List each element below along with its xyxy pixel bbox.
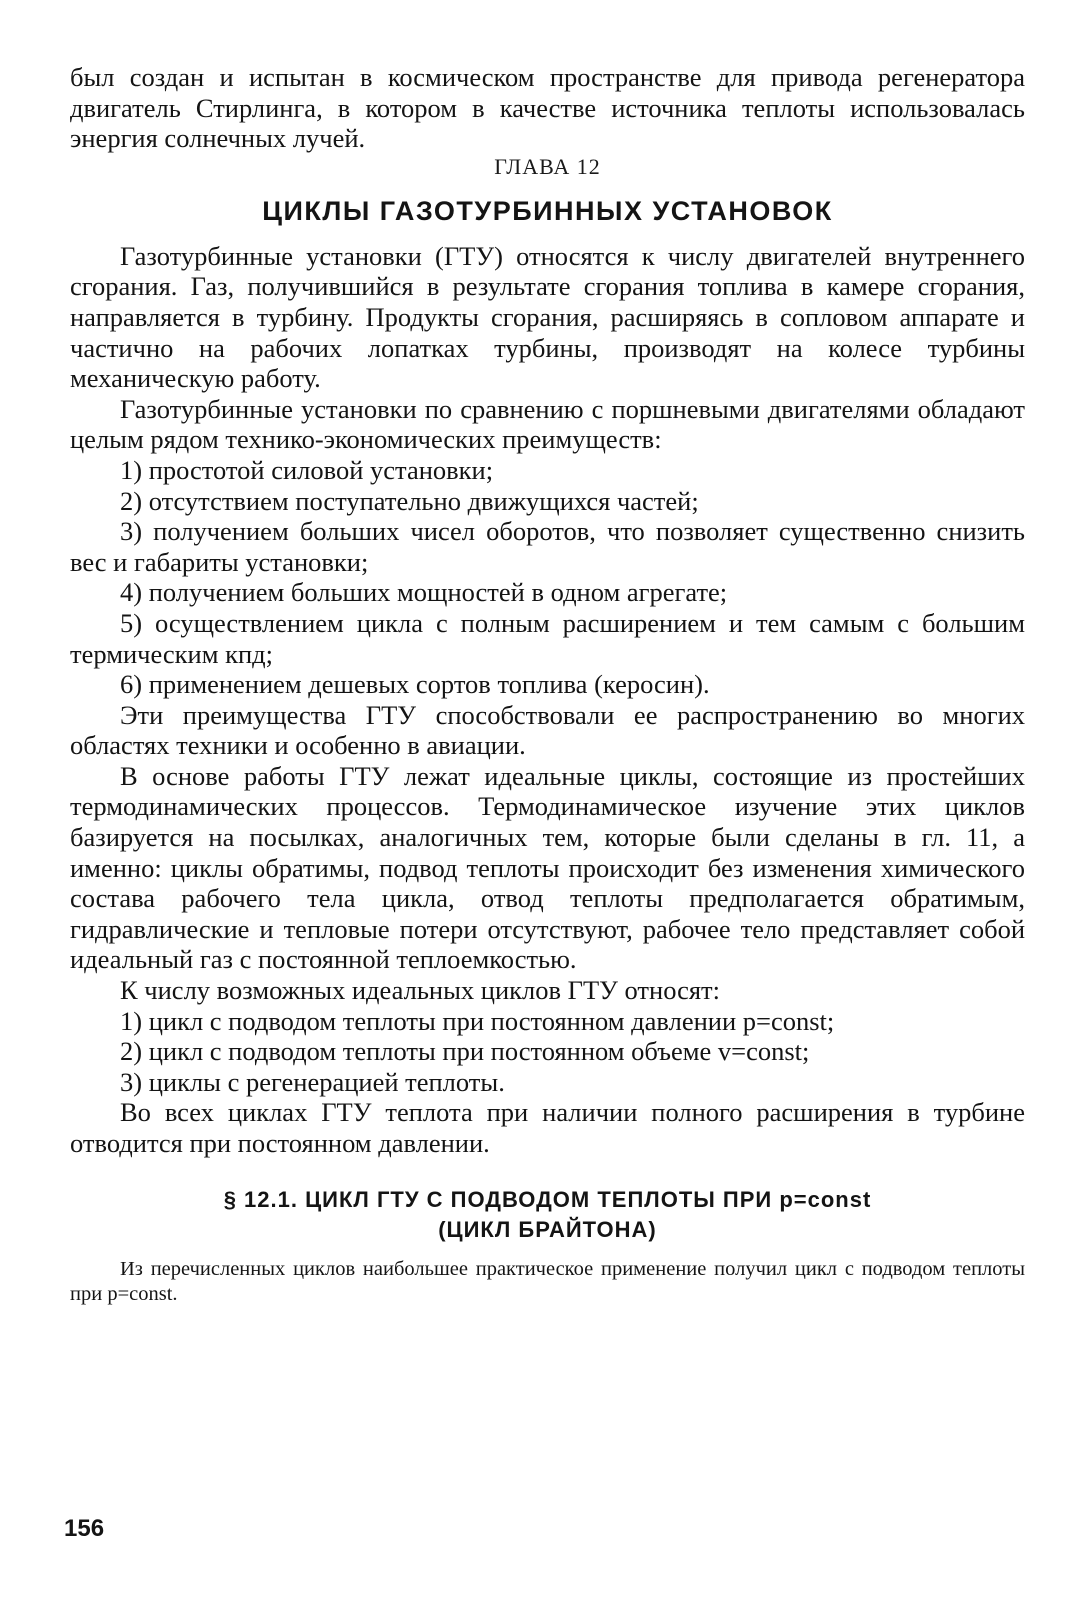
- intro-paragraph: был создан и испытан в космическом пространстве для привода регенератора двигатель Стирлинга, в котором в качестве источника теплоты использовалась энергия солнечных лучей.: [70, 62, 1025, 154]
- cycles-list: [70, 1006, 1025, 1098]
- advantages-list: [70, 455, 1025, 700]
- list-item: 4) получением больших мощностей в одном агрегате;: [120, 577, 728, 608]
- paragraph-cycle-types-intro: К числу возможных идеальных циклов ГТУ относят:: [120, 975, 721, 1006]
- paragraph-spread: Эти преимущества ГТУ способствовали ее распространению во многих областях техники и особенно в авиации.: [70, 699, 1025, 761]
- list-item: 6) применением дешевых сортов топлива (керосин).: [120, 669, 710, 700]
- section-paragraph: Из перечисленных циклов наибольшее практическое применение получил цикл с подводом теплоты при p=const.: [70, 1257, 1025, 1305]
- chapter-title: ЦИКЛЫ ГАЗОТУРБИННЫХ УСТАНОВОК: [262, 195, 833, 226]
- section-text-block: [70, 1257, 1025, 1307]
- section-title: [70, 1185, 1025, 1245]
- list-item: 2) цикл с подводом теплоты при постоянном объеме v=const;: [120, 1036, 810, 1067]
- paragraph-advantages-intro: Газотурбинные установки по сравнению с поршневыми двигателями обладают целым рядом технико-экономических преимуществ:: [70, 393, 1025, 455]
- section-title-line2: (ЦИКЛ БРАЙТОНА): [438, 1216, 657, 1242]
- list-item: 1) цикл с подводом теплоты при постоянном давлении p=const;: [120, 1005, 835, 1036]
- paragraph-ideal-cycles: В основе работы ГТУ лежат идеальные циклы, состоящие из простейших термодинамических процессов. Термодинамическое изучение этих циклов базируется на посылках, аналогичных тем, которые были сделаны в гл. 11, а именно: циклы обратимы, подвод теплоты происходит без изменения химического состава рабочего тела цикла, отвод теплоты предполагается обратимым, гидравлические и тепловые потери отсутствуют, рабочее тело представляет собой идеальный газ с постоянной теплоемкостью.: [70, 760, 1025, 975]
- list-item: 5) осуществлением цикла с полным расширением и тем самым с большим термическим кпд;: [70, 607, 1025, 669]
- paragraph-gtu-definition: Газотурбинные установки (ГТУ) относятся к числу двигателей внутреннего сгорания. Газ, получившийся в результате сгорания топлива в камере сгорания, направляется в турбину. Продукты сгорания, расширяясь в сопловом аппарате и частично на рабочих лопатках турбины, производят на колесе турбины механическую работу.: [70, 240, 1025, 394]
- list-item: 3) циклы с регенерацией теплоты.: [120, 1066, 505, 1097]
- main-text: [70, 62, 1025, 1159]
- list-item: 3) получением больших чисел оборотов, что позволяет существенно снизить вес и габариты установки;: [70, 516, 1025, 577]
- list-item: 2) отсутствием поступательно движущихся частей;: [120, 485, 699, 516]
- paragraph-heat-removal: Во всех циклах ГТУ теплота при наличии полного расширения в турбине отводится при постоянном давлении.: [70, 1097, 1025, 1158]
- chapter-label: ГЛАВА 12: [494, 153, 601, 179]
- section-title-line1: § 12.1. ЦИКЛ ГТУ С ПОДВОДОМ ТЕПЛОТЫ ПРИ p=const: [223, 1186, 872, 1212]
- page-number: 156: [64, 1515, 105, 1542]
- list-item: 1) простотой силовой установки;: [120, 454, 494, 485]
